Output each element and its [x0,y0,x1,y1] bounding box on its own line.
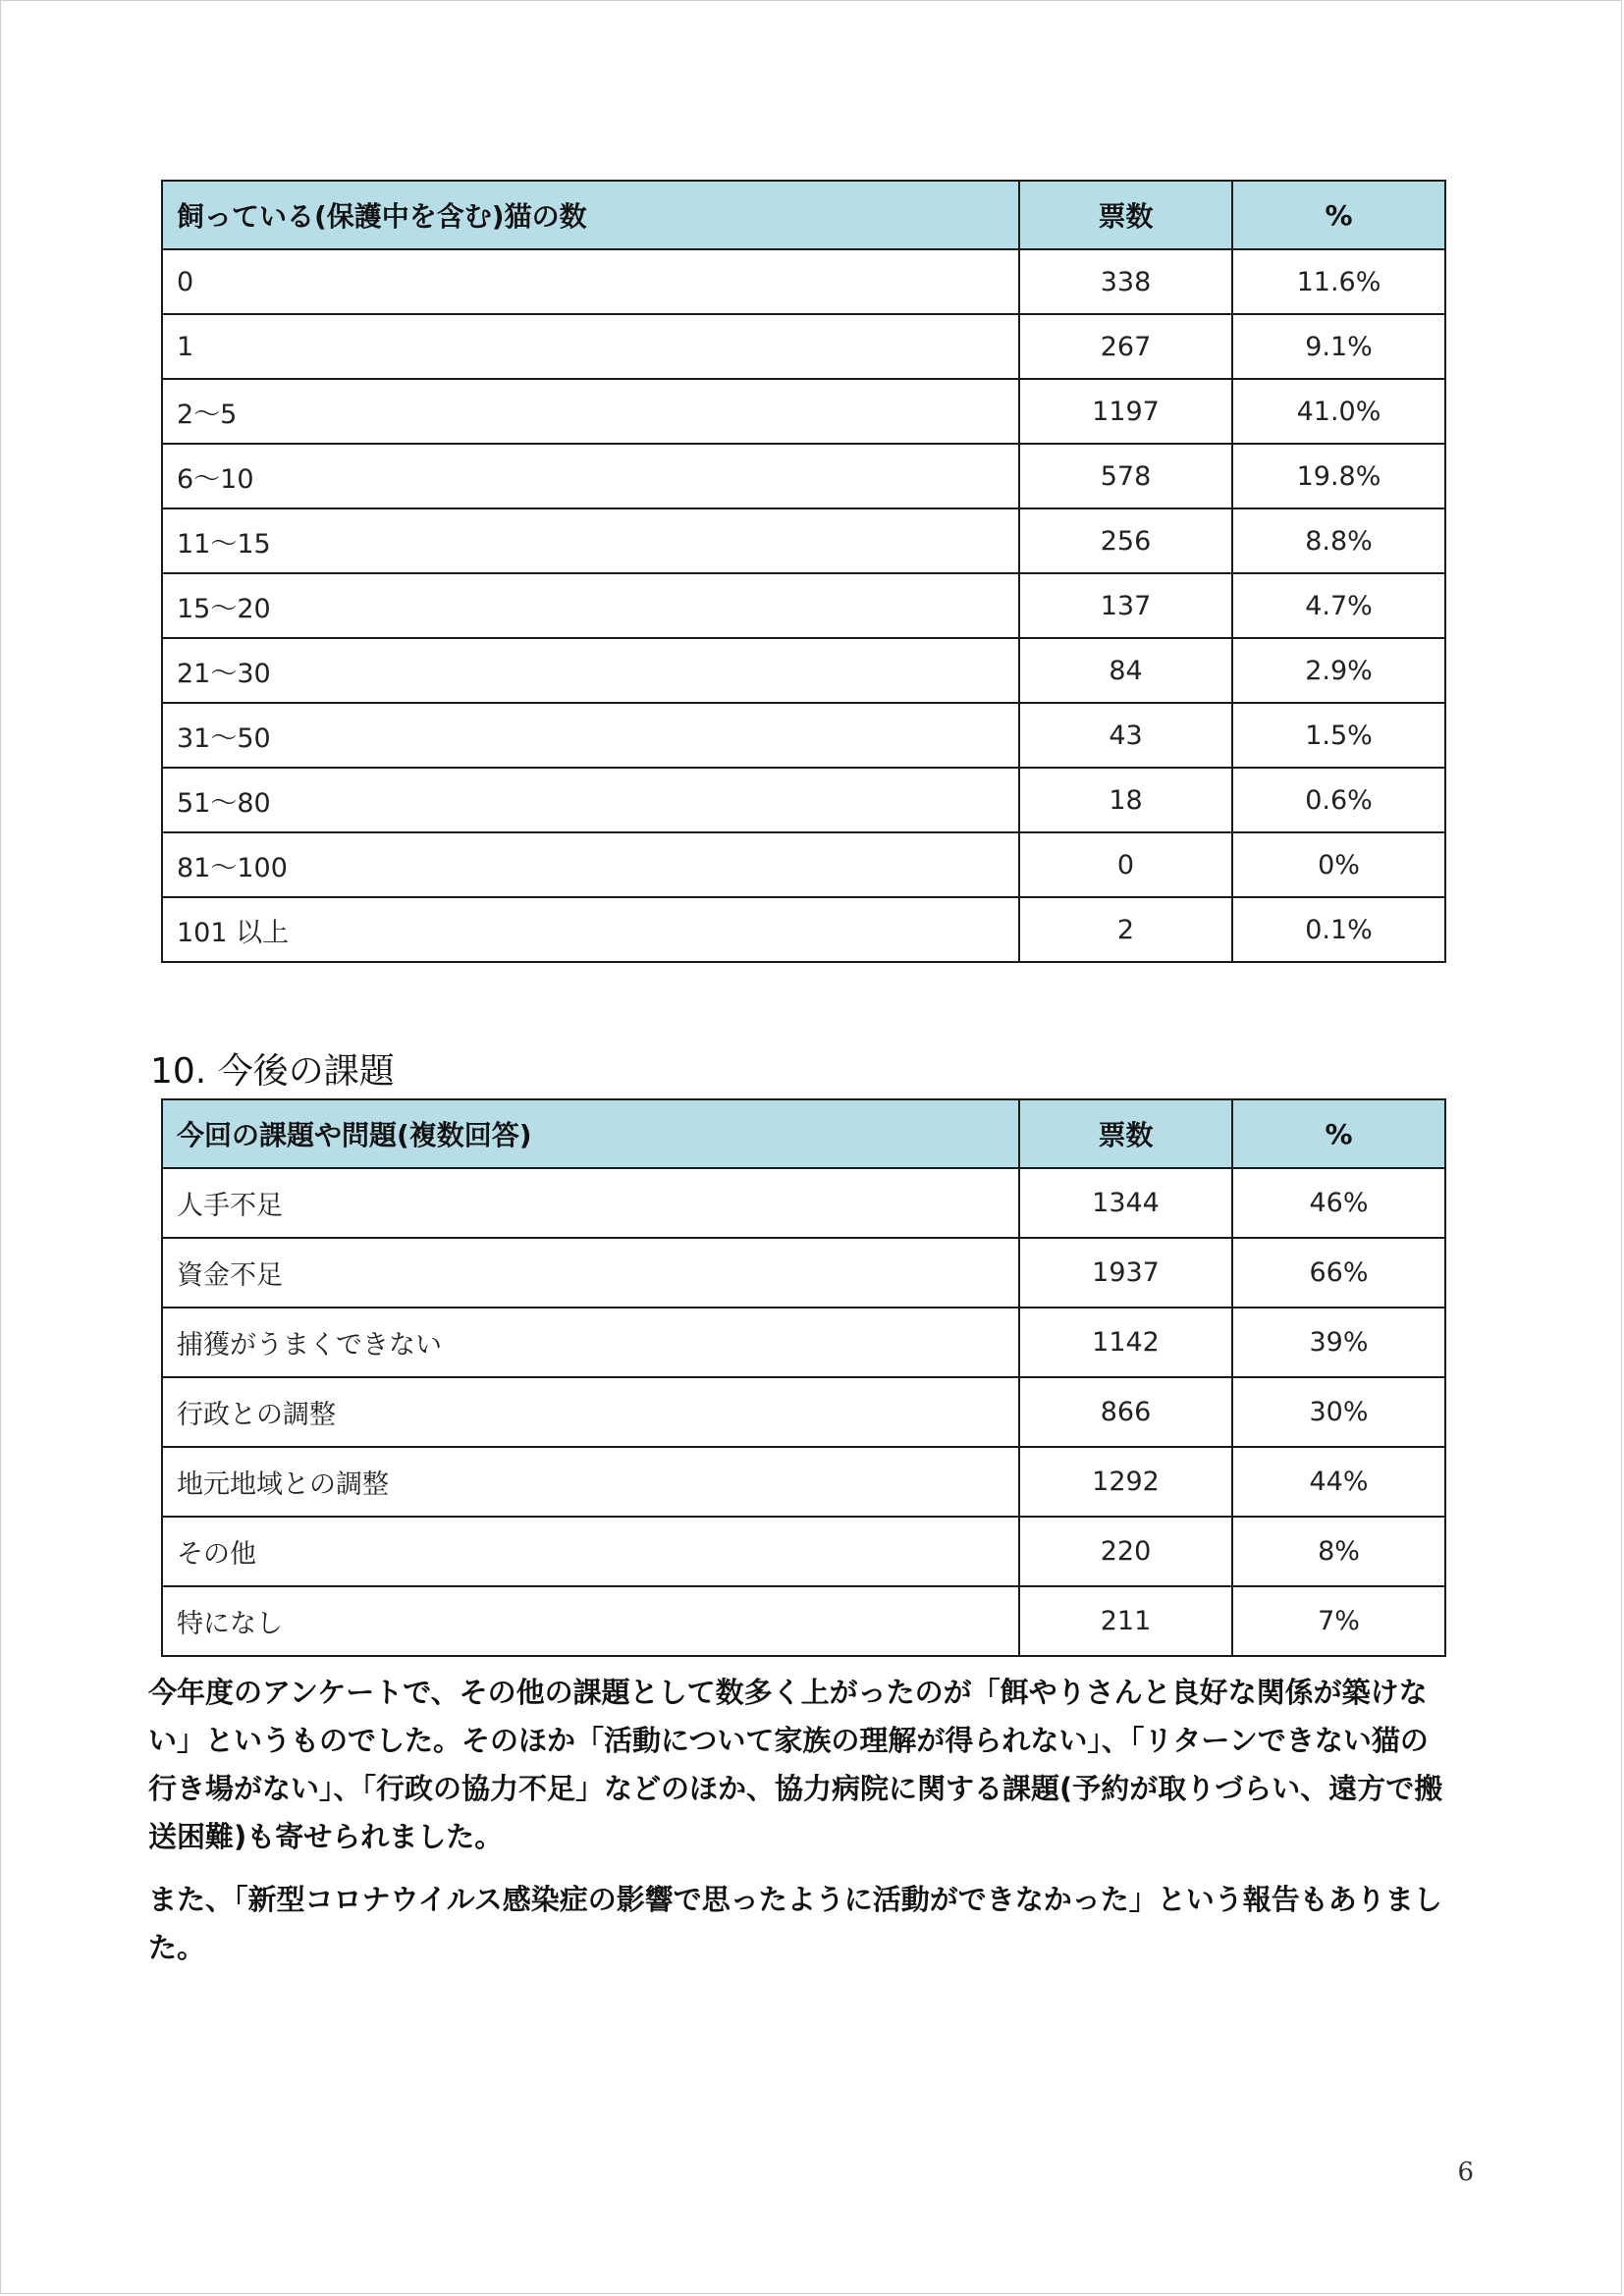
row-votes: 84 [1019,638,1232,703]
row-label: 31～50 [162,703,1019,768]
row-votes: 211 [1019,1586,1232,1656]
row-votes: 1344 [1019,1168,1232,1238]
row-votes: 2 [1019,897,1232,962]
column-header-votes: 票数 [1019,1099,1232,1168]
row-label: その他 [162,1517,1019,1586]
row-votes: 137 [1019,573,1232,638]
row-percent: 7% [1232,1586,1445,1656]
table-header-row [162,1099,1445,1168]
row-votes: 338 [1019,249,1232,314]
row-votes: 220 [1019,1517,1232,1586]
row-percent: 46% [1232,1168,1445,1238]
row-label: 特になし [162,1586,1019,1656]
column-header-category: 飼っている(保護中を含む)猫の数 [162,181,1019,249]
row-label: 行政との調整 [162,1377,1019,1447]
table-row [162,1377,1445,1447]
table-row [162,897,1445,962]
section-heading: 10. 今後の課題 [150,1051,395,1092]
row-label: 地元地域との調整 [162,1447,1019,1517]
row-label: 11～15 [162,508,1019,573]
row-votes: 1197 [1019,379,1232,444]
column-header-issue: 今回の課題や問題(複数回答) [162,1099,1019,1168]
row-votes: 1292 [1019,1447,1232,1517]
table-row [162,1517,1445,1586]
table-row [162,768,1445,832]
table-row [162,1586,1445,1656]
table-row [162,1238,1445,1308]
page-number: 6 [1457,2158,1474,2187]
row-label: 51～80 [162,768,1019,832]
row-votes: 866 [1019,1377,1232,1447]
cat-count-table [161,180,1446,963]
row-votes: 1937 [1019,1238,1232,1308]
row-label: 2～5 [162,379,1019,444]
row-label: 6～10 [162,444,1019,508]
table-row [162,1168,1445,1238]
issues-table [161,1098,1446,1657]
row-percent: 4.7% [1232,573,1445,638]
table-row [162,508,1445,573]
row-votes: 0 [1019,832,1232,897]
table-row [162,444,1445,508]
row-percent: 39% [1232,1308,1445,1377]
row-label: 0 [162,249,1019,314]
table-row [162,314,1445,379]
row-votes: 267 [1019,314,1232,379]
row-label: 81～100 [162,832,1019,897]
row-label: 人手不足 [162,1168,1019,1238]
table-row [162,638,1445,703]
column-header-votes: 票数 [1019,181,1232,249]
table-row [162,1308,1445,1377]
row-votes: 1142 [1019,1308,1232,1377]
row-percent: 0.1% [1232,897,1445,962]
table-row [162,832,1445,897]
covid-note-paragraph: また、「新型コロナウイルス感染症の影響で思ったように活動ができなかった」という報告もありました。 [148,1883,1442,1964]
table-row [162,379,1445,444]
row-percent: 44% [1232,1447,1445,1517]
row-label: 資金不足 [162,1238,1019,1308]
row-percent: 8% [1232,1517,1445,1586]
row-label: 21～30 [162,638,1019,703]
row-percent: 41.0% [1232,379,1445,444]
summary-paragraph: 今年度のアンケートで、その他の課題として数多く上がったのが「餌やりさんと良好な関係が築けない」というものでした。そのほか「活動について家族の理解が得られない」、「リターンできない猫の行き場がない」、「行政の協力不足」などのほか、協力病院に関する課題(予約が取りづらい、遠方で搬送困難)も寄せられました。 [148,1676,1443,1853]
table-header-row [162,181,1445,249]
table-row [162,573,1445,638]
row-percent: 11.6% [1232,249,1445,314]
row-percent: 19.8% [1232,444,1445,508]
row-label: 1 [162,314,1019,379]
row-label: 15～20 [162,573,1019,638]
row-percent: 66% [1232,1238,1445,1308]
row-votes: 256 [1019,508,1232,573]
column-header-percent: % [1232,181,1445,249]
row-percent: 8.8% [1232,508,1445,573]
row-percent: 9.1% [1232,314,1445,379]
table-row [162,249,1445,314]
row-label: 捕獲がうまくできない [162,1308,1019,1377]
row-percent: 1.5% [1232,703,1445,768]
row-votes: 43 [1019,703,1232,768]
row-votes: 578 [1019,444,1232,508]
row-label: 101 以上 [162,897,1019,962]
row-percent: 30% [1232,1377,1445,1447]
row-percent: 0% [1232,832,1445,897]
row-votes: 18 [1019,768,1232,832]
row-percent: 2.9% [1232,638,1445,703]
table-row [162,703,1445,768]
row-percent: 0.6% [1232,768,1445,832]
column-header-percent: % [1232,1099,1445,1168]
table-row [162,1447,1445,1517]
